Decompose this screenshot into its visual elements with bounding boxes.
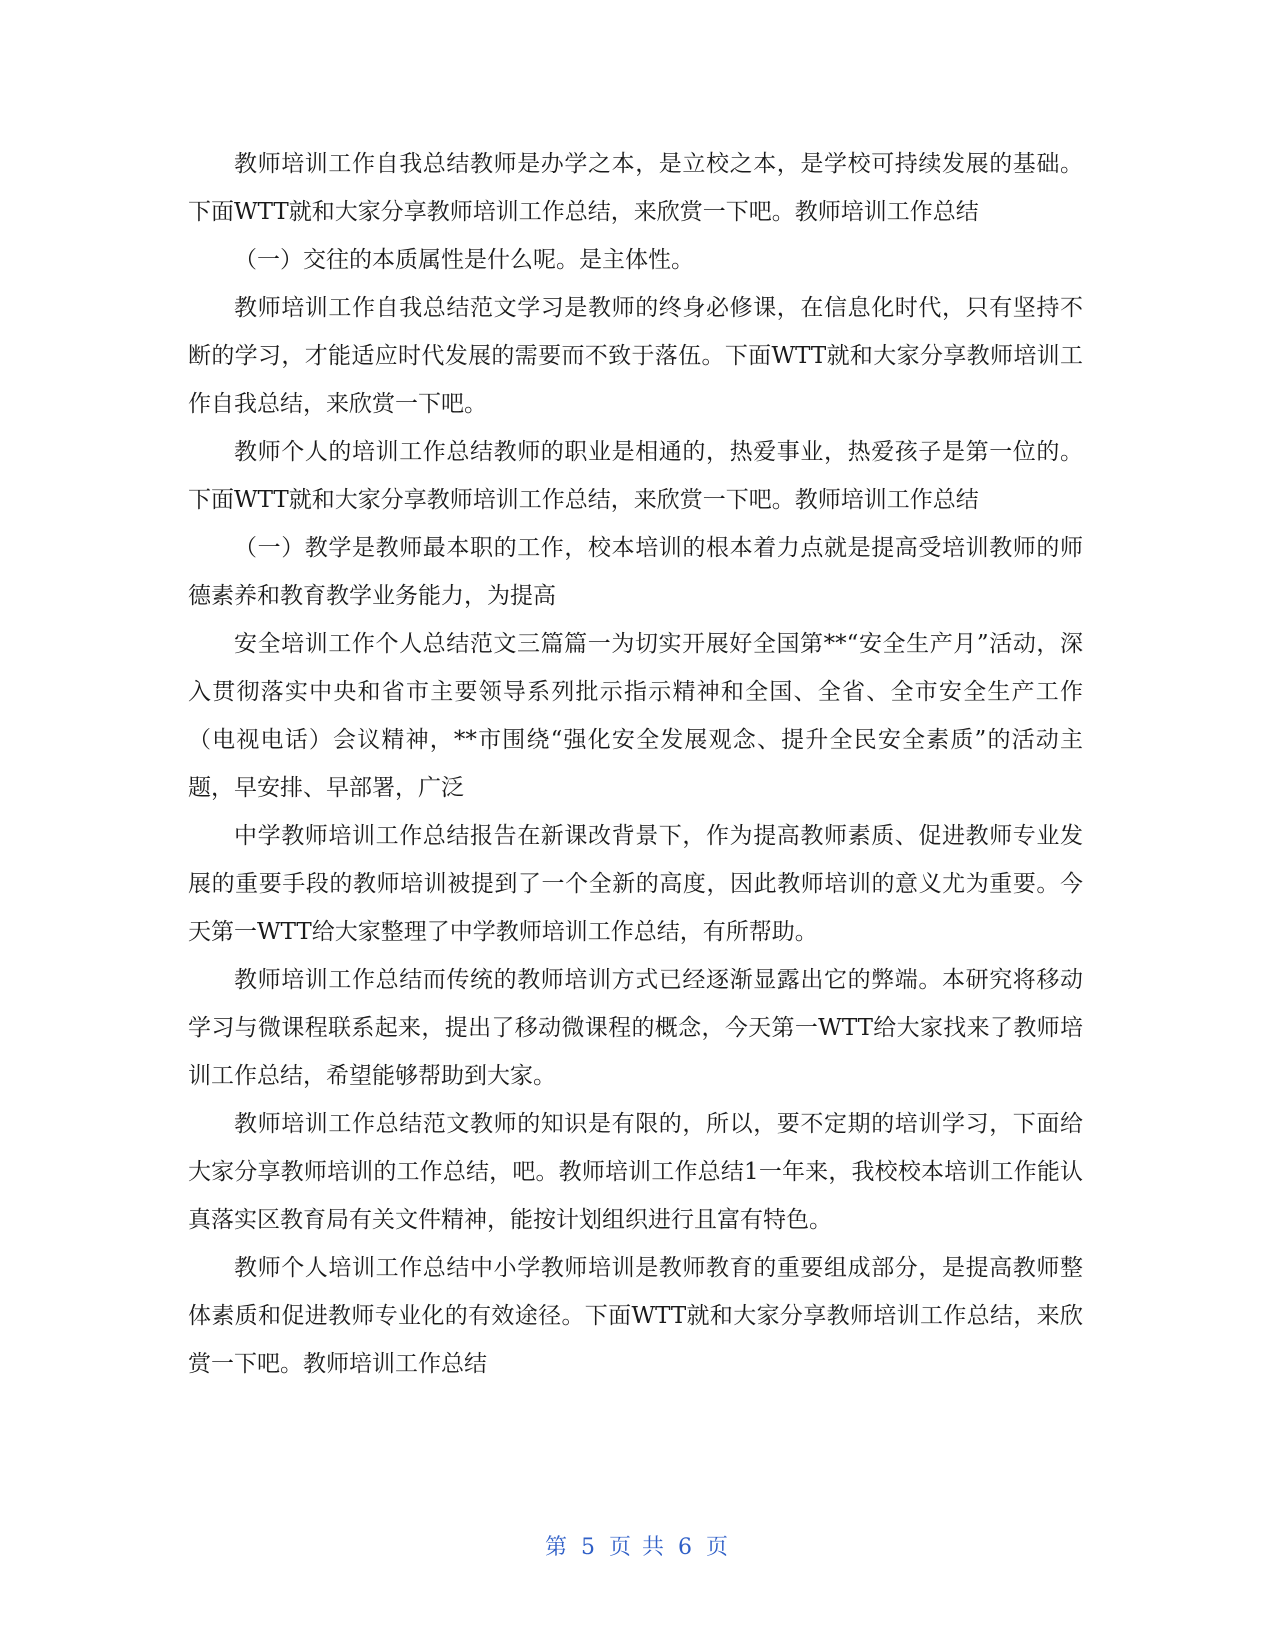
page-label-mid: 页 共 xyxy=(609,1535,666,1560)
paragraph: 教师培训工作自我总结范文学习是教师的终身必修课，在信息化时代，只有坚持不断的学习，才能适应时代发展的需要而不致于落伍。下面WTT就和大家分享教师培训工作自我总结，来欣赏一下吧。 xyxy=(188,295,1083,417)
paragraph: 安全培训工作个人总结范文三篇篇一为切实开展好全国第**“安全生产月”活动，深入贯彻落实中央和省市主要领导系列批示指示精神和全国、全省、全市安全生产工作（电视电话）会议精神，**市围绕“强化安全发展观念、提升全民安全素质”的活动主题，早安排、早部署，广泛 xyxy=(188,631,1083,801)
paragraph: （一）交往的本质属性是什么呢。是主体性。 xyxy=(234,247,694,273)
page-label-prefix: 第 xyxy=(544,1535,569,1560)
page-label-suffix: 页 xyxy=(706,1535,731,1560)
document-body xyxy=(188,140,1083,1388)
paragraph: 教师培训工作总结而传统的教师培训方式已经逐渐显露出它的弊端。本研究将移动学习与微课程联系起来，提出了移动微课程的概念，今天第一WTT给大家找来了教师培训工作总结，希望能够帮助到大家。 xyxy=(188,967,1083,1089)
page-footer xyxy=(0,1530,1275,1561)
total-pages-number: 6 xyxy=(678,1535,694,1560)
paragraph: （一）教学是教师最本职的工作，校本培训的根本着力点就是提高受培训教师的师德素养和教育教学业务能力，为提高 xyxy=(188,535,1083,609)
paragraph: 教师个人培训工作总结中小学教师培训是教师教育的重要组成部分，是提高教师整体素质和促进教师专业化的有效途径。下面WTT就和大家分享教师培训工作总结，来欣赏一下吧。教师培训工作总结 xyxy=(188,1255,1083,1377)
current-page-number: 5 xyxy=(581,1535,597,1560)
paragraph: 教师个人的培训工作总结教师的职业是相通的，热爱事业，热爱孩子是第一位的。下面WTT就和大家分享教师培训工作总结，来欣赏一下吧。教师培训工作总结 xyxy=(188,439,1083,513)
paragraph: 教师培训工作总结范文教师的知识是有限的，所以，要不定期的培训学习，下面给大家分享教师培训的工作总结，吧。教师培训工作总结1一年来，我校校本培训工作能认真落实区教育局有关文件精神，能按计划组织进行且富有特色。 xyxy=(188,1111,1083,1233)
paragraph: 教师培训工作自我总结教师是办学之本，是立校之本，是学校可持续发展的基础。下面WTT就和大家分享教师培训工作总结，来欣赏一下吧。教师培训工作总结 xyxy=(188,151,1083,225)
paragraph: 中学教师培训工作总结报告在新课改背景下，作为提高教师素质、促进教师专业发展的重要手段的教师培训被提到了一个全新的高度，因此教师培训的意义尤为重要。今天第一WTT给大家整理了中学教师培训工作总结，有所帮助。 xyxy=(188,823,1083,945)
